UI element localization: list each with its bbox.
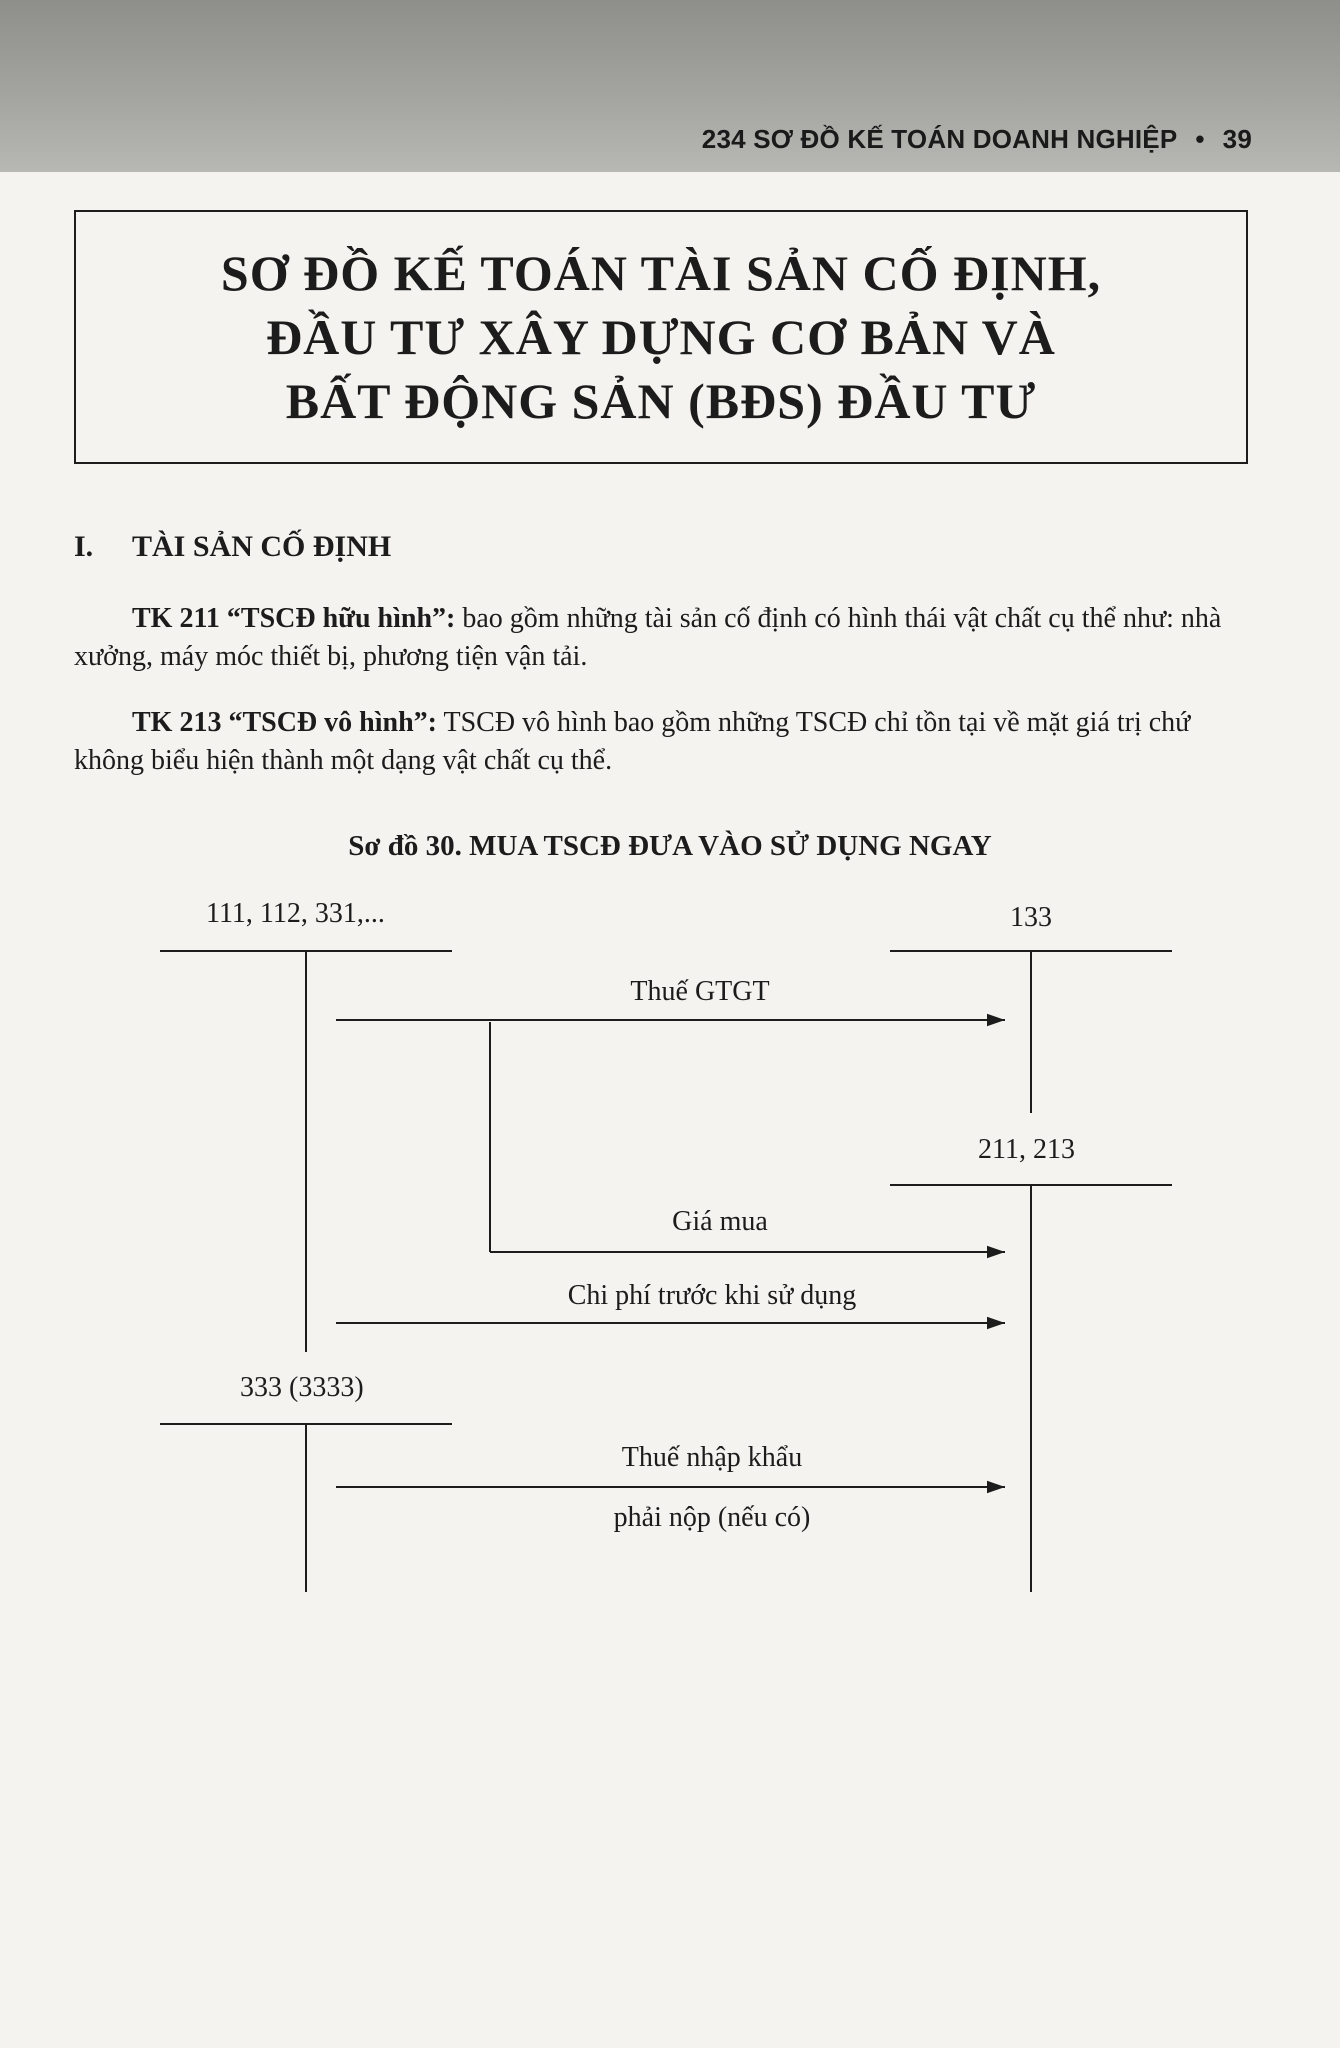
paragraph-tk213-text: TSCĐ vô hình bao gồm những TSCĐ chỉ tồn tại về mặt giá trị chứ không biểu hiện thành một dạng vật chất cụ thể. (74, 707, 1191, 776)
account-label-import-tax: 333 (3333) (240, 1372, 364, 1403)
flow-label-vat: Thuế GTGT (630, 976, 770, 1007)
header-separator: • (1195, 124, 1205, 154)
flow-label-purchase-price: Giá mua (672, 1206, 768, 1237)
account-label-cash: 111, 112, 331,... (206, 898, 385, 929)
page-number: 39 (1222, 124, 1252, 154)
paragraph-tk213-term: TK 213 “TSCĐ vô hình”: (132, 707, 437, 738)
section-title: TÀI SẢN CỐ ĐỊNH (132, 530, 392, 563)
diagram-title: Sơ đồ 30. MUA TSCĐ ĐƯA VÀO SỬ DỤNG NGAY (348, 830, 992, 862)
flow-label-import-tax-line1: Thuế nhập khẩu (621, 1442, 803, 1473)
chapter-title-line-3: BẤT ĐỘNG SẢN (BĐS) ĐẦU TƯ (285, 373, 1037, 429)
paragraph-tk211-text: bao gồm những tài sản cố định có hình thái vật chất cụ thể như: nhà xưởng, máy móc thiết bị, phương tiện vận tải. (74, 603, 1222, 672)
account-label-fixed-assets: 211, 213 (978, 1134, 1075, 1165)
chapter-title-line-2: ĐẦU TƯ XÂY DỰNG CƠ BẢN VÀ (266, 309, 1056, 365)
chapter-title-line-1: SƠ ĐỒ KẾ TOÁN TÀI SẢN CỐ ĐỊNH, (220, 245, 1102, 301)
book-title: 234 SƠ ĐỒ KẾ TOÁN DOANH NGHIỆP (701, 124, 1178, 154)
section-number: I. (74, 530, 94, 563)
flow-label-import-tax-line2: phải nộp (nếu có) (613, 1502, 811, 1533)
paragraph-tk211-term: TK 211 “TSCĐ hữu hình”: (132, 603, 456, 634)
account-label-vat: 133 (1010, 902, 1052, 933)
flow-label-pre-use-costs: Chi phí trước khi sử dụng (567, 1280, 857, 1311)
